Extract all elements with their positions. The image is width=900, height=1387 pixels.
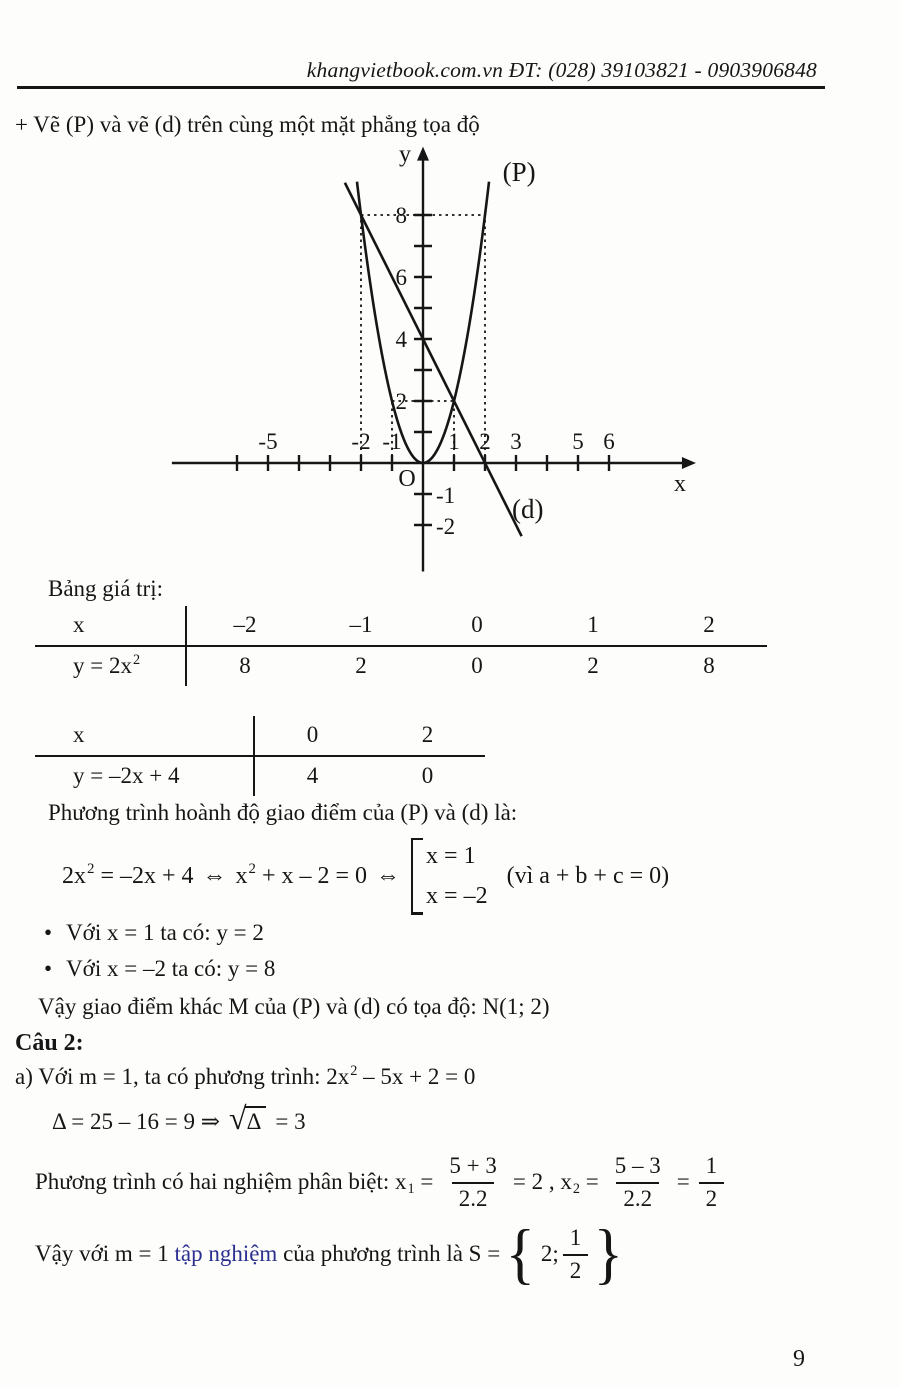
- svg-text:O: O: [398, 466, 416, 492]
- table-row: [35, 716, 485, 757]
- solution-set-line: [35, 1212, 625, 1296]
- equals-sign: =: [585, 1169, 599, 1194]
- text: Phương trình có hai nghiệm phân biệt: x: [35, 1169, 407, 1194]
- svg-text:3: 3: [510, 429, 522, 454]
- section-heading: Câu 2:: [15, 1030, 84, 1056]
- table-cell: –2: [187, 606, 303, 647]
- set-element: 2;: [540, 1241, 559, 1266]
- conclusion-line: Vậy giao điểm khác M của (P) và (d) có tọa độ: N(1; 2): [38, 994, 550, 1019]
- term-text: x: [235, 862, 248, 889]
- table-row: [35, 647, 767, 686]
- svg-text:-2: -2: [351, 429, 371, 454]
- text: Vậy với m = 1: [35, 1241, 175, 1266]
- table-cell: 8: [703, 653, 715, 678]
- coordinate-plane-figure: [138, 140, 698, 580]
- values-table-line: [35, 716, 485, 796]
- table-cell: [35, 606, 187, 647]
- term-text: 2x: [62, 862, 86, 889]
- header-rule: [17, 86, 825, 89]
- svg-text:-2: -2: [436, 514, 456, 539]
- equals-sign: =: [420, 1169, 434, 1194]
- term-text: = –2x + 4: [94, 862, 194, 889]
- svg-text:2: 2: [395, 389, 407, 414]
- bullet-icon: •: [44, 920, 53, 945]
- sqrt-argument: Δ: [245, 1106, 267, 1135]
- set-contents: [541, 1225, 588, 1284]
- table-cell: –1: [303, 606, 419, 647]
- text: – 5x + 2 = 0: [357, 1064, 476, 1089]
- bullet-text: Với x = –2 ta có: y = 8: [66, 956, 276, 981]
- table-cell: 0: [419, 606, 535, 647]
- close-brace: }: [593, 1215, 624, 1292]
- superscript: 2: [87, 861, 95, 878]
- equals-sign: =: [676, 1169, 690, 1194]
- svg-text:(d): (d): [512, 494, 544, 525]
- part-a-line: [15, 1064, 475, 1090]
- equation-term: [62, 863, 194, 890]
- table-row: [35, 757, 485, 796]
- equation-term: [236, 863, 368, 890]
- table-cell: 8: [239, 653, 251, 678]
- delta-line: [52, 1100, 306, 1144]
- fraction: [563, 1225, 589, 1284]
- denominator: 2.2: [616, 1182, 659, 1212]
- sqrt-expression: [229, 1100, 266, 1138]
- numerator: 5 + 3: [449, 1152, 497, 1178]
- svg-text:(P): (P): [502, 156, 536, 187]
- text: của phương trình là S =: [277, 1241, 501, 1266]
- svg-text:1: 1: [448, 429, 460, 454]
- superscript: 2: [350, 1063, 358, 1080]
- svg-text:8: 8: [395, 203, 407, 228]
- denominator: 2: [699, 1182, 725, 1212]
- iff-symbol: ⇔: [202, 862, 227, 889]
- table-cell: [35, 647, 187, 686]
- numerator: 5 – 3: [614, 1152, 661, 1178]
- cell-text: y = 2x: [73, 653, 132, 678]
- table-cell: 1: [535, 606, 651, 647]
- svg-text:6: 6: [603, 429, 615, 454]
- table-title: Bảng giá trị:: [48, 576, 163, 601]
- fraction: [608, 1153, 668, 1212]
- svg-text:2: 2: [479, 429, 491, 454]
- text: [513, 1169, 599, 1195]
- table-cell: [35, 757, 255, 796]
- text: = 3: [275, 1109, 306, 1134]
- text: [35, 1241, 500, 1267]
- table-cell: 0: [421, 763, 434, 788]
- bullet-icon: •: [44, 956, 53, 981]
- header-text: khangvietbook.com.vn ĐT: (028) 39103821 - 0903906848: [306, 58, 817, 82]
- bullet-line: [44, 956, 275, 982]
- denominator: 2.2: [452, 1182, 495, 1212]
- table-cell: 0: [255, 716, 370, 757]
- svg-text:5: 5: [572, 429, 584, 454]
- page-number: 9: [793, 1346, 805, 1372]
- table-cell: 2: [370, 716, 485, 757]
- table-cell: 0: [471, 653, 483, 678]
- roots-line: [35, 1148, 724, 1216]
- superscript: 2: [132, 652, 141, 669]
- table-row: [35, 606, 767, 647]
- fraction: [442, 1153, 503, 1212]
- intersection-statement: Phương trình hoành độ giao điểm của (P) và (d) là:: [48, 800, 518, 825]
- intersection-equation: [62, 836, 669, 916]
- table-cell: 2: [355, 653, 367, 678]
- table-cell: 2: [587, 653, 599, 678]
- superscript: 2: [248, 861, 256, 878]
- table-cell: 2: [651, 606, 767, 647]
- text: Δ = 25 – 16 = 9 ⇒: [52, 1109, 220, 1134]
- cell-text: x: [73, 722, 85, 747]
- bullet-line: [44, 920, 264, 946]
- text: = 2 , x: [512, 1169, 572, 1194]
- values-table-parabola: [35, 606, 767, 686]
- text: [35, 1169, 433, 1195]
- svg-text:-1: -1: [382, 429, 402, 454]
- bullet-text: Với x = 1 ta có: y = 2: [66, 920, 264, 945]
- term-text: + x – 2 = 0: [255, 862, 368, 889]
- fraction: [699, 1153, 725, 1212]
- open-brace: {: [505, 1215, 536, 1292]
- numerator: 1: [705, 1152, 718, 1178]
- svg-text:x: x: [673, 471, 686, 497]
- case-1: x = 1: [426, 842, 476, 869]
- table-cell: 4: [306, 763, 319, 788]
- table-cell: [35, 716, 255, 757]
- highlight-text: tập nghiệm: [174, 1241, 278, 1266]
- denominator: 2: [563, 1254, 589, 1284]
- subscript: 1: [407, 1180, 415, 1197]
- case-2: x = –2: [426, 882, 488, 909]
- radical-icon: √: [229, 1100, 247, 1136]
- svg-text:4: 4: [395, 327, 407, 352]
- text: a) Với m = 1, ta có phương trình: 2x: [15, 1064, 350, 1089]
- cell-text: y = –2x + 4: [73, 763, 180, 788]
- iff-symbol: ⇔: [376, 862, 401, 889]
- subscript: 2: [572, 1180, 580, 1197]
- cases-bracket: [411, 838, 496, 915]
- intro-line: + Vẽ (P) và vẽ (d) trên cùng một mặt phẳng tọa độ: [15, 112, 480, 137]
- svg-text:-5: -5: [258, 429, 278, 454]
- svg-text:-1: -1: [436, 483, 456, 508]
- svg-text:6: 6: [395, 265, 407, 290]
- numerator: 1: [569, 1224, 582, 1250]
- svg-text:y: y: [399, 141, 411, 168]
- cell-text: x: [73, 612, 85, 637]
- equation-note: (vì a + b + c = 0): [506, 862, 670, 889]
